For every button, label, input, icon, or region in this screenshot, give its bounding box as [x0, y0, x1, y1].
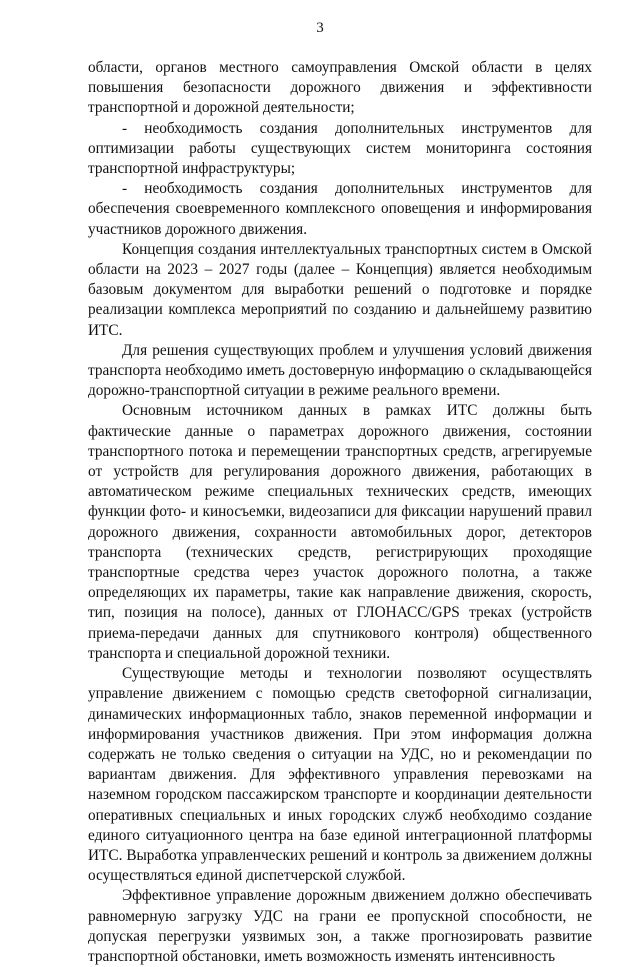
paragraph-7: Существующие методы и технологии позволяют осуществлять управление движением с помощью средств светофорной сигнализации, динамических информационных табло, знаков переменной информации и информирования участников движения. При этом информация должна содержать не только сведения о ситуации на УДС, но и рекомендации по вариантам движения. Для эффективного управления перевозками на наземном городском пассажирском транспорте и координации деятельности оперативных специальных и иных городских служб необходимо создание единого ситуационного центра на базе единой интеграционной платформы ИТС. Выработка управленческих решений и контроль за движением должны осуществляться единой диспетчерской службой. — [88, 665, 592, 885]
paragraph-8: Эффективное управление дорожным движением должно обеспечивать равномерную загрузку УДС на грани ее пропускной способности, не допуская перегрузки уязвимых зон, а также прогнозировать развитие транспортной обстановки, иметь возможность изменять интенсивность — [88, 887, 592, 965]
paragraph-3: - необходимость создания дополнительных инструментов для обеспечения своевременного комплексного оповещения и информирования участников дорожного движения. — [88, 180, 592, 238]
paragraph-2: - необходимость создания дополнительных инструментов для оптимизации работы существующих систем мониторинга состояния транспортной инфраструктуры; — [88, 119, 592, 178]
paragraph-6: Основным источником данных в рамках ИТС должны быть фактические данные о параметрах дорожного движения, состоянии транспортного потока и перемещении транспортных средств, агрегируемые от устройств для регулирования дорожного движения, работающих в автоматическом режиме специальных технических средств, имеющих функции фото- и киносъемки, видеозаписи для фиксации нарушений правил дорожного движения, сохранности автомобильных дорог, детекторов транспорта (технических средств, регистрирующих проходящие транспортные средства через участок дорожного полотна, а также определяющих их параметры, такие как направление движения, скорость, тип, позиция на полосе), данных от ГЛОНАСС/GPS треках (устройств приема-передачи данных для спутникового контроля) общественного транспорта и специальной дорожной техники. — [88, 402, 592, 662]
page-number: 3 — [316, 20, 324, 36]
paragraph-4: Концепция создания интеллектуальных транспортных систем в Омской области на 2023 – 2027 годы (далее – Концепция) является необходимым базовым документом для выработки решений о подготовке и порядке реализации комплекса мероприятий по созданию и дальнейшему развитию ИТС. — [88, 240, 592, 339]
paragraph-5: Для решения существующих проблем и улучшения условий движения транспорта необходимо иметь достоверную информацию о складывающейся дорожно-транспортной ситуации в режиме реального времени. — [88, 341, 592, 400]
body-text — [88, 58, 592, 967]
paragraph-1: области, органов местного самоуправления Омской области в целях повышения безопасности дорожного движения и эффективности транспортной и дорожной деятельности; — [88, 59, 592, 117]
